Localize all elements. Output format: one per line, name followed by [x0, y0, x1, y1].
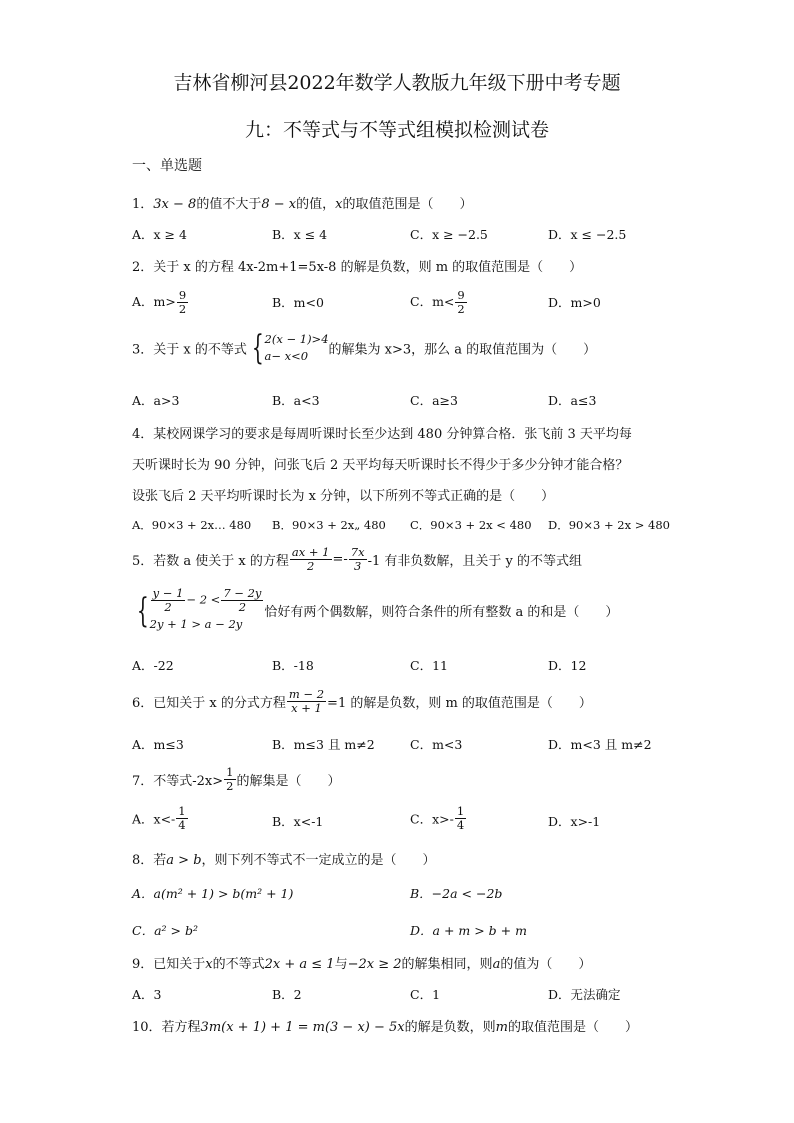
q10-suffix: 的取值范围是（ ） [507, 1020, 638, 1035]
q3-brace: { [251, 328, 264, 368]
q1-option-a[interactable]: A．x ≥ 4 [132, 227, 187, 242]
q8-suffix: ，则下列不等式不一定成立的是（ ） [201, 853, 436, 868]
question-5-line-2 [132, 587, 618, 634]
q4-option-a[interactable]: A．90×3 + 2x… 480 [132, 518, 252, 532]
q5-equals: =- [332, 552, 348, 567]
q3-suffix: 的解集为 x>3，那么 a 的取值范围为（ ） [328, 342, 597, 358]
q3-prefix: 3．关于 x 的不等式 [132, 342, 247, 358]
q5-option-b[interactable]: B．-18 [272, 658, 314, 673]
q5-brace: { [136, 590, 149, 631]
q9-prefix: 9．已知关于 [132, 957, 206, 972]
question-10 [132, 1016, 638, 1035]
q7-c-prefix: C．x>- [410, 811, 454, 827]
q7-option-b[interactable]: B．x<-1 [272, 814, 324, 829]
q9-ineq-2: −2x ≥ 2 [347, 957, 402, 972]
q1-number: 1． [132, 197, 154, 212]
q5-suffix-2: 恰好有两个偶数解，则符合条件的所有整数 a 的和是（ ） [264, 605, 619, 620]
q1-expr-b: 8 − x [261, 197, 297, 212]
question-3 [132, 328, 597, 368]
q9-var-a: a [492, 957, 501, 972]
q8-option-d[interactable]: D．a + m > b + m [410, 923, 527, 938]
question-2: 2．关于 x 的方程 4x-2m+1=5x-8 的解是负数，则 m 的取值范围是（ ） [132, 260, 583, 275]
question-6 [132, 688, 592, 715]
q5-option-a[interactable]: A．-22 [132, 658, 174, 673]
q9-mid: 的不等式 [212, 957, 265, 972]
q5-suffix: -1 有非负数解，且关于 y 的不等式组 [367, 554, 583, 569]
q7-option-c[interactable] [410, 805, 467, 832]
q8-condition: a > b [166, 853, 202, 868]
q9-option-c[interactable]: C．1 [410, 987, 441, 1002]
q7-fraction: $\frac{1}{2}$ [226, 765, 234, 793]
q7-c-fraction: $\frac{1}{4}$ [456, 804, 465, 832]
q9-option-d[interactable]: D．无法确定 [548, 987, 621, 1002]
q2-c-prefix: C．m< [410, 294, 455, 309]
q6-option-d[interactable]: D．m<3 且 m≠2 [548, 737, 652, 752]
q3-system: 2(x − 1)>4 a− x<0 [264, 332, 329, 363]
q1-var: x [335, 197, 343, 212]
q6-option-a[interactable]: A．m≤3 [132, 737, 184, 752]
question-9 [132, 953, 591, 972]
q3-option-b[interactable]: B．a<3 [272, 393, 320, 408]
section-heading: 一、单选题 [132, 158, 202, 174]
q2-option-d[interactable]: D．m>0 [548, 295, 601, 310]
q7-suffix: 的解集是（ ） [236, 774, 341, 789]
q1-option-b[interactable]: B．x ≤ 4 [272, 227, 328, 242]
q6-suffix: =1 的解是负数，则 m 的取值范围是（ ） [327, 696, 592, 711]
q8-option-c[interactable]: C．a² > b² [132, 923, 198, 938]
title-line-1: 吉林省柳河县2022年数学人教版九年级下册中考专题 [173, 72, 621, 94]
q5-fraction-1: $\frac{ax + 1}{2}$ [291, 545, 330, 573]
q1-tail: 的取值范围是（ ） [342, 197, 473, 212]
q10-prefix: 10．若方程 [132, 1020, 201, 1035]
q1-option-c[interactable]: C．x ≥ −2.5 [410, 227, 488, 242]
q2-a-fraction: $\frac{9}{2}$ [178, 288, 187, 316]
q5-fraction-2: $\frac{7x}{3}$ [350, 545, 365, 573]
question-1 [132, 193, 472, 212]
question-4-line-1: 4．某校网课学习的要求是每周听课时长至少达到 480 分钟算合格．张飞前 3 天平均每 [132, 427, 632, 442]
question-4-line-2: 天听课时长为 90 分钟，问张飞后 2 天平均每天听课时长不得少于多少分钟才能合格？ [132, 458, 629, 473]
q10-equation: 3m(x + 1) + 1 = m(3 − x) − 5x [200, 1020, 405, 1035]
q6-option-b[interactable]: B．m≤3 且 m≠2 [272, 737, 375, 752]
question-4-line-3: 设张飞后 2 天平均听课时长为 x 分钟，以下所列不等式正确的是（ ） [132, 489, 555, 504]
q6-option-c[interactable]: C．m<3 [410, 737, 463, 752]
q9-var-x: x [205, 957, 213, 972]
q5-sys-frac-2: $\frac{7 - 2y}{2}$ [223, 586, 262, 614]
q10-var-m: m [495, 1020, 508, 1035]
q9-option-b[interactable]: B．2 [272, 987, 302, 1002]
title-line-2: 九：不等式与不等式组模拟检测试卷 [244, 119, 549, 141]
q4-option-d[interactable]: D．90×3 + 2x > 480 [548, 518, 670, 532]
q7-option-a[interactable] [132, 805, 189, 832]
q9-post: 的解集相同，则 [401, 957, 493, 972]
q9-option-a[interactable]: A．3 [132, 987, 162, 1002]
q3-option-a[interactable]: A．a>3 [132, 393, 180, 408]
q8-option-b[interactable]: B．−2a < −2b [410, 886, 503, 901]
q8-prefix: 8．若 [132, 853, 167, 868]
q10-mid: 的解是负数，则 [404, 1020, 496, 1035]
q5-option-d[interactable]: D．12 [548, 658, 587, 673]
q5-option-c[interactable]: C．11 [410, 658, 448, 673]
q1-mid2: 的值， [296, 197, 336, 212]
q8-option-a[interactable]: A．a(m² + 1) > b(m² + 1) [132, 886, 294, 901]
q2-option-b[interactable]: B．m<0 [272, 295, 324, 310]
q3-option-c[interactable]: C．a≥3 [410, 393, 458, 408]
q5-system: $\frac{y - 1}{2}$ − 2 < $\frac{7 - 2y}{2}$ 2y + 1 > a − 2y [149, 586, 262, 631]
q6-fraction: $\frac{m - 2}{x + 1}$ [288, 687, 325, 715]
q2-option-a[interactable] [132, 289, 189, 316]
q1-expr-a: 3x − 8 [153, 197, 197, 212]
q1-option-d[interactable]: D．x ≤ −2.5 [548, 227, 627, 242]
q2-c-fraction: $\frac{9}{2}$ [457, 288, 465, 316]
q1-mid: 的值不大于 [196, 197, 262, 212]
q9-ineq-1: 2x + a ≤ 1 [264, 957, 335, 972]
q7-a-prefix: A．x<- [132, 811, 176, 827]
question-5-line-1 [132, 546, 582, 573]
q2-a-prefix: A．m> [132, 294, 176, 309]
q5-prefix: 5．若数 a 使关于 x 的方程 [132, 554, 289, 569]
q7-prefix: 7．不等式-2x> [132, 774, 224, 789]
q3-option-d[interactable]: D．a≤3 [548, 393, 597, 408]
q9-tail: 的值为（ ） [500, 957, 592, 972]
question-7 [132, 766, 341, 793]
q6-prefix: 6．已知关于 x 的分式方程 [132, 696, 286, 711]
q7-a-fraction: $\frac{1}{4}$ [178, 804, 186, 832]
q7-option-d[interactable]: D．x>-1 [548, 814, 601, 829]
q4-option-b[interactable]: B．90×3 + 2x„ 480 [272, 518, 386, 532]
question-8 [132, 849, 436, 868]
q9-mid2: 与 [334, 957, 348, 972]
q2-option-c[interactable] [410, 289, 468, 316]
q4-option-c[interactable]: C．90×3 + 2x < 480 [410, 518, 532, 532]
q5-sys-frac-1: $\frac{y - 1}{2}$ [152, 586, 184, 614]
